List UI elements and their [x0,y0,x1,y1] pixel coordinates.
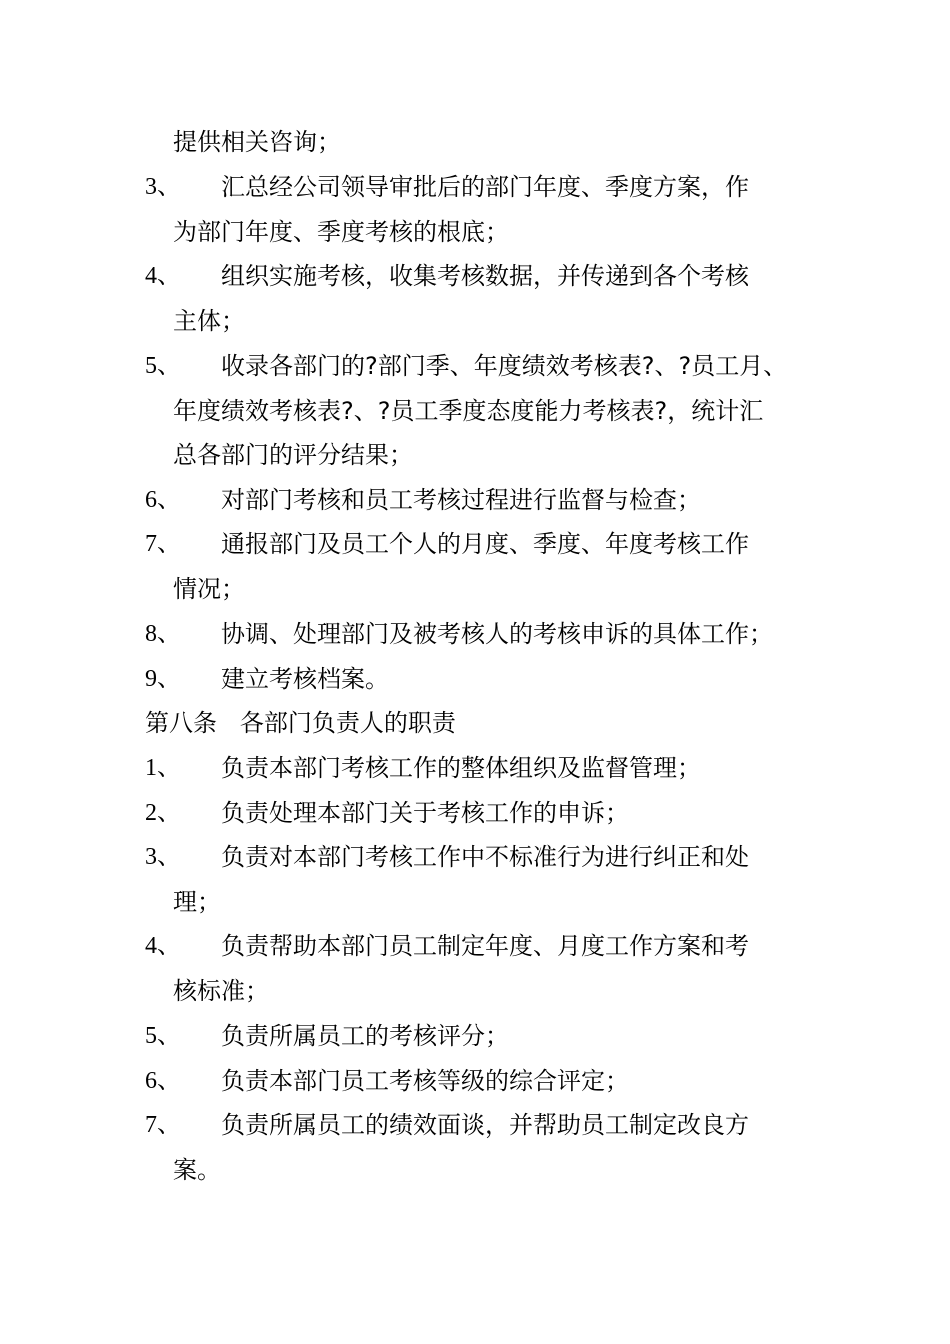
item-text: 负责所属员工的考核评分； [221,1022,509,1050]
item-number: 4、 [145,933,181,959]
item-number: 6、 [145,487,181,513]
item-number: 5、 [145,1023,181,1049]
item-number: 9、 [145,666,181,692]
line-text: 主体； [173,307,245,335]
item-number: 6、 [145,1068,181,1094]
item-number: 5、 [145,353,181,379]
item-number: 4、 [145,263,181,289]
item-number: 7、 [145,531,181,557]
item-text: 对部门考核和员工考核过程进行监督与检查； [221,486,701,514]
item-number: 8、 [145,621,181,647]
line-text: 提供相关咨询； [173,128,341,156]
item-text: 通报部门及员工个人的月度、季度、年度考核工作 [221,530,749,558]
item-text: 协调、处理部门及被考核人的考核申诉的具体工作； [221,620,773,648]
item-text: 建立考核档案。 [221,665,389,693]
line-text: 理； [173,888,221,916]
line-text: 总各部门的评分结果； [173,441,413,469]
item-text: 负责帮助本部门员工制定年度、月度工作方案和考 [221,932,749,960]
item-text: 组织实施考核，收集考核数据，并传递到各个考核 [221,262,749,290]
item-number: 1、 [145,755,181,781]
item-number: 3、 [145,174,181,200]
item-text: 收录各部门的?部门季、年度绩效考核表?、?员工月、 [221,352,788,380]
item-text: 负责本部门考核工作的整体组织及监督管理； [221,754,701,782]
line-text: 情况； [173,575,245,603]
item-text: 负责所属员工的绩效面谈，并帮助员工制定改良方 [221,1111,749,1139]
line-text: 为部门年度、季度考核的根底； [173,218,509,246]
item-number: 3、 [145,844,181,870]
item-text: 负责对本部门考核工作中不标准行为进行纠正和处 [221,843,749,871]
line-text: 案。 [173,1156,221,1184]
heading-text: 第八条 各部门负责人的职责 [145,709,456,737]
line-text: 核标准； [173,977,269,1005]
item-number: 2、 [145,800,181,826]
item-text: 负责本部门员工考核等级的综合评定； [221,1067,629,1095]
line-text: 年度绩效考核表?、?员工季度态度能力考核表?，统计汇 [173,397,764,425]
item-text: 负责处理本部门关于考核工作的申诉； [221,799,629,827]
item-number: 7、 [145,1112,181,1138]
item-text: 汇总经公司领导审批后的部门年度、季度方案，作 [221,173,749,201]
